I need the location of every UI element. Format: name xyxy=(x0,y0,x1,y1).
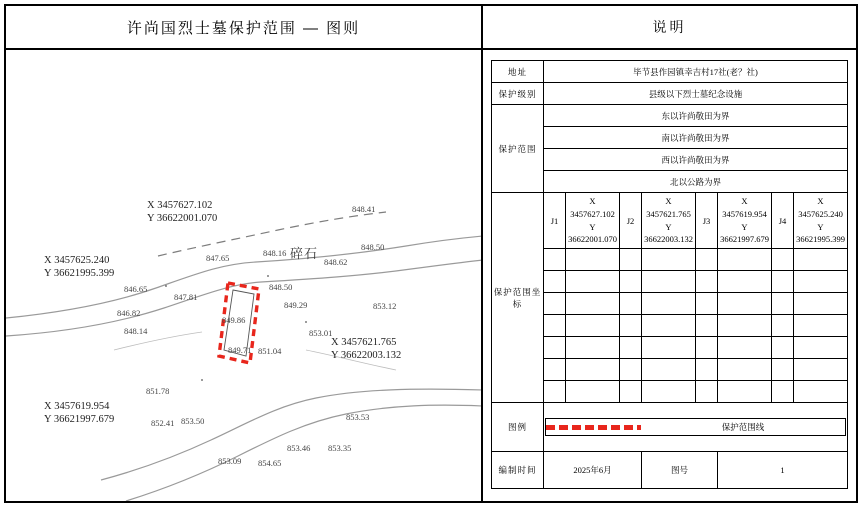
coord-blank-cell xyxy=(772,381,794,403)
table-row-scope-north xyxy=(492,171,848,193)
coord-blank-cell xyxy=(566,293,620,315)
coord-blank-cell xyxy=(642,359,696,381)
spot-height: 847.65 xyxy=(206,253,230,263)
coord-blank-cell xyxy=(794,337,848,359)
spot-height: 849.71 xyxy=(228,345,252,355)
coord-blank-cell xyxy=(544,381,566,403)
spot-height: 853.12 xyxy=(373,301,397,311)
coord-blank-cell xyxy=(696,337,718,359)
scope-value-north: 北以公路为界 xyxy=(544,171,848,193)
coord-blank-cell xyxy=(642,381,696,403)
spot-height: 854.65 xyxy=(258,458,282,468)
coord-point-value: X 3457625.240 Y 36621995.399 xyxy=(794,193,848,249)
coord-blank-cell xyxy=(718,293,772,315)
coord-point-name: J2 xyxy=(620,193,642,249)
table-row-coord-blank xyxy=(492,293,848,315)
coord-blank-cell xyxy=(566,337,620,359)
coord-blank-cell xyxy=(794,271,848,293)
table-row-footer xyxy=(492,452,848,489)
coord-blank-cell xyxy=(544,315,566,337)
coord-blank-cell xyxy=(772,249,794,271)
table-row-coord-blank xyxy=(492,337,848,359)
coord-point-value: X 3457621.765 Y 36622003.132 xyxy=(642,193,696,249)
coord-blank-cell xyxy=(696,271,718,293)
spot-height: 851.78 xyxy=(146,386,170,396)
coord-blank-cell xyxy=(620,359,642,381)
coord-blank-cell xyxy=(696,359,718,381)
sheet-header xyxy=(6,6,856,50)
table-row-coord-blank xyxy=(492,249,848,271)
coord-blank-cell xyxy=(772,293,794,315)
coord-blank-cell xyxy=(772,359,794,381)
spot-height: 853.53 xyxy=(346,412,370,422)
coord-blank-cell xyxy=(620,315,642,337)
spot-height: 852.41 xyxy=(151,418,175,428)
coord-blank-cell xyxy=(566,271,620,293)
coord-point-value: X 3457619.954 Y 36621997.679 xyxy=(718,193,772,249)
sheet-label: 图号 xyxy=(642,452,718,489)
coord-blank-cell xyxy=(794,315,848,337)
scope-value-south: 南以许尚敬田为界 xyxy=(544,127,848,149)
address-label: 地址 xyxy=(492,61,544,83)
table-row-coord-blank xyxy=(492,315,848,337)
coord-blank-cell xyxy=(718,249,772,271)
coord-blank-cell xyxy=(642,293,696,315)
notes-title: 说明 xyxy=(652,19,687,35)
table-row-scope-west xyxy=(492,149,848,171)
coord-blank-cell xyxy=(566,359,620,381)
coord-blank-cell xyxy=(544,337,566,359)
sheet-frame xyxy=(4,4,858,503)
spot-height: 853.01 xyxy=(309,328,333,338)
legend-band xyxy=(545,405,846,449)
coord-point-value: X 3457627.102 Y 36622001.070 xyxy=(566,193,620,249)
legend-text: 保护范围线 xyxy=(721,422,765,432)
coord-blank-cell xyxy=(642,271,696,293)
coord-blank-cell xyxy=(772,337,794,359)
sheet-body xyxy=(6,50,856,501)
spot-height: 848.41 xyxy=(352,204,376,214)
coord-point-name: J1 xyxy=(544,193,566,249)
spot-height: 846.82 xyxy=(117,308,141,318)
spot-height: 848.16 xyxy=(263,248,287,258)
coords-label: 保护范围坐标 xyxy=(492,193,544,403)
coord-blank-cell xyxy=(772,315,794,337)
spot-height: 848.14 xyxy=(124,326,148,336)
map-corner-coord: X 3457619.954 Y 36621997.679 xyxy=(44,401,115,426)
coord-blank-cell xyxy=(718,271,772,293)
coord-blank-cell xyxy=(544,271,566,293)
legend-box xyxy=(545,418,846,436)
spot-height: 853.46 xyxy=(287,443,311,453)
info-table xyxy=(491,60,848,489)
scope-value-east: 东以许尚敬田为界 xyxy=(544,105,848,127)
coord-blank-cell xyxy=(620,293,642,315)
drawing-title: 许尚国烈士墓保护范围 — 图则 xyxy=(126,19,361,37)
coord-blank-cell xyxy=(566,315,620,337)
table-row-coord-blank xyxy=(492,359,848,381)
map-pane xyxy=(6,50,483,501)
table-row-coord-blank xyxy=(492,271,848,293)
coord-blank-cell xyxy=(718,337,772,359)
scope-label: 保护范围 xyxy=(492,105,544,193)
coord-blank-cell xyxy=(544,293,566,315)
spot-height: 849.29 xyxy=(284,300,308,310)
coord-blank-cell xyxy=(620,271,642,293)
spot-height: 846.65 xyxy=(124,284,148,294)
date-label: 编制时间 xyxy=(492,452,544,489)
table-row-coords xyxy=(492,193,848,249)
spot-height: 847.81 xyxy=(174,292,198,302)
coord-blank-cell xyxy=(794,249,848,271)
coord-blank-cell xyxy=(642,249,696,271)
spot-height: 848.62 xyxy=(324,257,348,267)
coord-blank-cell xyxy=(794,381,848,403)
coord-blank-cell xyxy=(544,249,566,271)
coord-blank-cell xyxy=(696,315,718,337)
table-row-address xyxy=(492,61,848,83)
map-corner-coord: X 3457621.765 Y 36622003.132 xyxy=(331,337,402,362)
map-corner-coord: X 3457625.240 Y 36621995.399 xyxy=(44,255,115,280)
info-pane xyxy=(483,50,856,501)
spot-height: 848.50 xyxy=(361,242,385,252)
coord-blank-cell xyxy=(718,315,772,337)
coord-blank-cell xyxy=(620,381,642,403)
address-value: 毕节县作园镇幸吉村17社(老？社) xyxy=(544,61,848,83)
coord-blank-cell xyxy=(696,293,718,315)
coord-blank-cell xyxy=(718,359,772,381)
map-corner-coord: X 3457627.102 Y 36622001.070 xyxy=(147,200,218,225)
table-row-legend xyxy=(492,403,848,452)
spot-height: 849.86 xyxy=(222,315,246,325)
coord-blank-cell xyxy=(566,249,620,271)
legend-label: 图例 xyxy=(492,403,544,452)
spot-height: 853.35 xyxy=(328,443,352,453)
coord-blank-cell xyxy=(794,359,848,381)
spot-height: 851.04 xyxy=(258,346,282,356)
spot-height: 853.09 xyxy=(218,456,242,466)
coord-blank-cell xyxy=(696,381,718,403)
level-label: 保护级别 xyxy=(492,83,544,105)
coord-blank-cell xyxy=(566,381,620,403)
coord-point-name: J3 xyxy=(696,193,718,249)
coord-blank-cell xyxy=(544,359,566,381)
coord-blank-cell xyxy=(642,337,696,359)
level-value: 县级以下烈士墓纪念设施 xyxy=(544,83,848,105)
protection-line-symbol xyxy=(546,425,641,430)
coord-point-name: J4 xyxy=(772,193,794,249)
table-row-coord-blank xyxy=(492,381,848,403)
coord-blank-cell xyxy=(642,315,696,337)
date-value: 2025年6月 xyxy=(544,452,642,489)
table-row-scope-south xyxy=(492,127,848,149)
coord-blank-cell xyxy=(794,293,848,315)
notes-title-cell xyxy=(483,6,856,48)
coord-blank-cell xyxy=(718,381,772,403)
spot-height: 853.50 xyxy=(181,416,205,426)
legend-cell xyxy=(544,403,848,452)
drawing-title-cell xyxy=(6,6,483,48)
coord-blank-cell xyxy=(772,271,794,293)
table-row-level xyxy=(492,83,848,105)
coord-blank-cell xyxy=(620,337,642,359)
sheet-number: 1 xyxy=(718,452,848,489)
map-rock-label: 碎石 xyxy=(290,246,319,261)
scope-value-west: 西以许尚敬田为界 xyxy=(544,149,848,171)
spot-height: 848.50 xyxy=(269,282,293,292)
table-row-scope-east xyxy=(492,105,848,127)
coord-blank-cell xyxy=(620,249,642,271)
coord-blank-cell xyxy=(696,249,718,271)
